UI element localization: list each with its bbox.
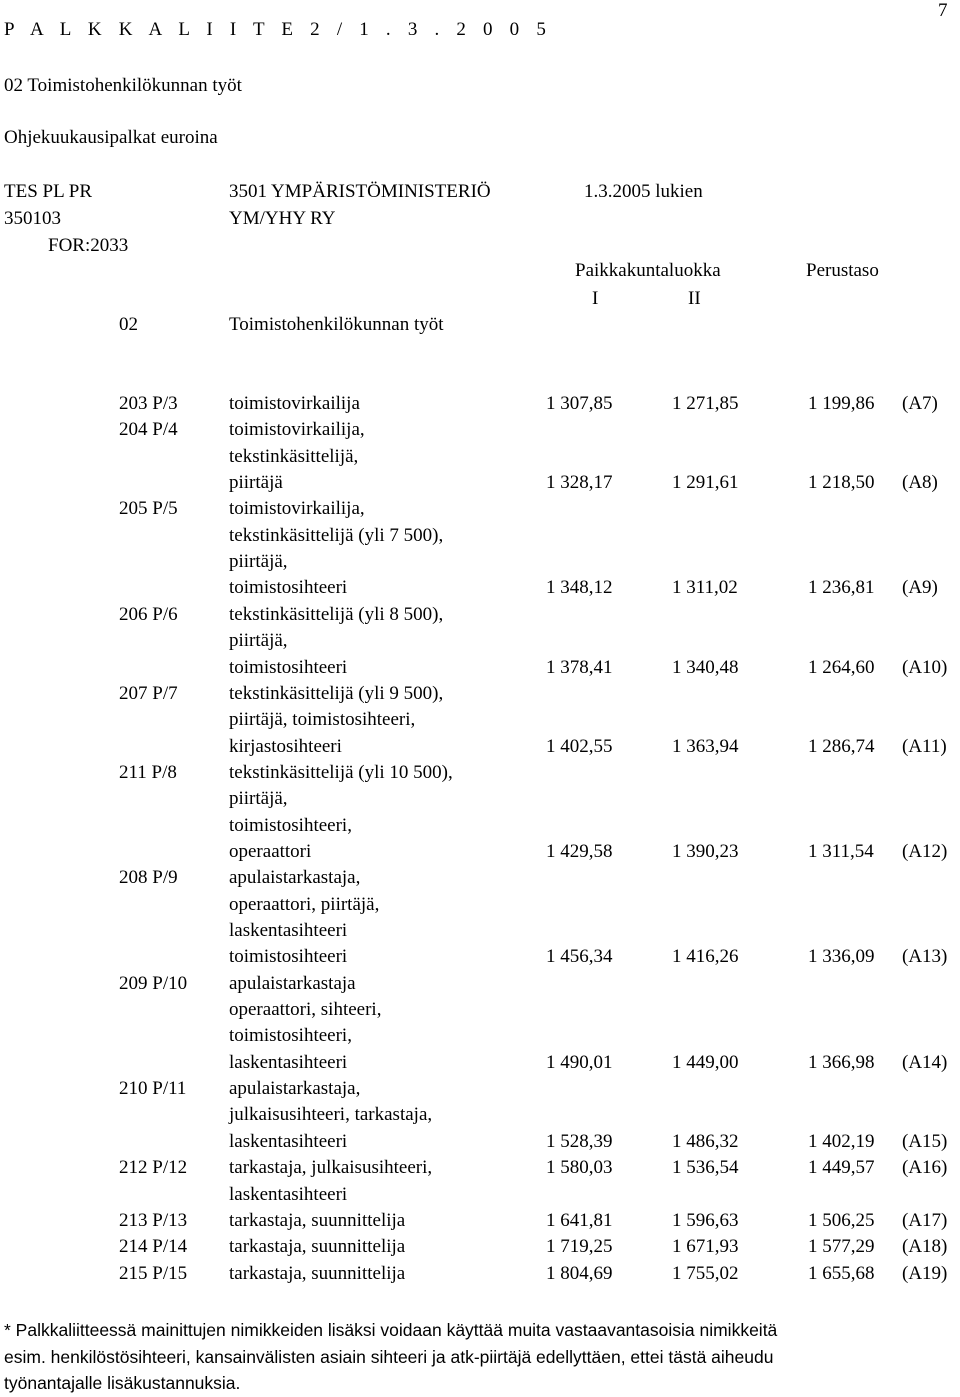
job-title-line: laskentasihteeri (229, 1051, 348, 1073)
salary-class-ii: 1 340,48 (672, 656, 739, 678)
salary-grade: (A12) (902, 840, 948, 862)
salary-class-i: 1 378,41 (546, 656, 613, 678)
salary-class-i: 1 641,81 (546, 1209, 613, 1231)
footnote (4, 1317, 954, 1397)
job-title-line: laskentasihteeri (229, 1130, 348, 1152)
row-code: 205 P/5 (119, 498, 178, 520)
column-header-locality: Paikkakuntaluokka (575, 260, 721, 281)
footnote-line: työnantajalle lisäkustannuksia. (4, 1373, 241, 1393)
job-title-line: toimistosihteeri, (229, 1025, 352, 1047)
document-subtitle: 02 Toimistohenkilökunnan työt (4, 75, 242, 96)
job-title-line: toimistovirkailija, (229, 419, 365, 441)
job-title-line: operaattori, sihteeri, (229, 999, 382, 1021)
job-title-line: tekstinkäsittelijä (yli 10 500), (229, 761, 453, 783)
job-title-line: toimistovirkailija (229, 393, 360, 414)
job-title-line: toimistosihteeri (229, 946, 348, 968)
salary-base: 1 199,86 (808, 393, 875, 414)
job-title-line: tarkastaja, suunnittelija (229, 1236, 406, 1258)
salary-class-i: 1 580,03 (546, 1157, 613, 1179)
salary-base: 1 577,29 (808, 1236, 875, 1258)
salary-grade: (A15) (902, 1130, 948, 1152)
section-number: 02 (119, 314, 138, 335)
job-title-line: tarkastaja, suunnittelija (229, 1262, 406, 1284)
agency-name: 3501 YMPÄRISTÖMINISTERIÖ (229, 181, 491, 202)
salary-base: 1 264,60 (808, 656, 875, 678)
row-code: 214 P/14 (119, 1236, 188, 1258)
job-title-line: kirjastosihteeri (229, 735, 342, 757)
job-title-line: apulaistarkastaja (229, 972, 356, 994)
salary-class-ii: 1 596,63 (672, 1209, 739, 1231)
job-title-line: toimistosihteeri (229, 656, 348, 678)
job-title-line: piirtäjä (229, 472, 283, 494)
salary-grade: (A9) (902, 577, 938, 599)
job-title-line: laskentasihteeri (229, 1183, 348, 1205)
salary-class-i: 1 490,01 (546, 1051, 613, 1073)
job-title-line: piirtäjä, toimistosihteeri, (229, 709, 416, 731)
page-header-title: P A L K K A L I I T E 2 / 1 . 3 . 2 0 0 5 (4, 19, 553, 40)
salary-grade: (A19) (902, 1262, 948, 1284)
section-name: Toimistohenkilökunnan työt (229, 314, 444, 335)
row-code: 210 P/11 (119, 1078, 187, 1100)
row-code: 215 P/15 (119, 1262, 188, 1284)
row-code: 211 P/8 (119, 761, 177, 783)
job-title-line: piirtäjä, (229, 630, 288, 652)
job-title-line: toimistosihteeri, (229, 814, 352, 836)
row-code: 206 P/6 (119, 603, 178, 625)
job-title-line: tekstinkäsittelijä (yli 9 500), (229, 682, 444, 704)
salary-class-i: 1 307,85 (546, 393, 613, 414)
job-title-line: tarkastaja, julkaisusihteeri, (229, 1157, 433, 1179)
salary-grade: (A13) (902, 946, 948, 968)
row-code: 213 P/13 (119, 1209, 188, 1231)
salary-class-ii: 1 755,02 (672, 1262, 739, 1284)
union-name: YM/YHY RY (229, 208, 336, 229)
salary-base: 1 286,74 (808, 735, 875, 757)
row-code: 209 P/10 (119, 972, 188, 994)
salary-base: 1 236,81 (808, 577, 875, 599)
row-code: 203 P/3 (119, 393, 178, 414)
salary-class-i: 1 719,25 (546, 1236, 613, 1258)
salary-grade: (A8) (902, 472, 938, 494)
job-title-line: operaattori, piirtäjä, (229, 893, 380, 915)
salary-class-i: 1 429,58 (546, 840, 613, 862)
salary-class-i: 1 348,12 (546, 577, 613, 599)
effective-date: 1.3.2005 lukien (584, 181, 703, 202)
salary-class-ii: 1 311,02 (672, 577, 738, 599)
salary-class-ii: 1 390,23 (672, 840, 739, 862)
salary-base: 1 311,54 (808, 840, 874, 862)
page-number: 7 (938, 0, 948, 21)
column-header-class-ii: II (688, 288, 701, 309)
salary-class-ii: 1 416,26 (672, 946, 739, 968)
row-code: 204 P/4 (119, 419, 178, 441)
salary-class-ii: 1 536,54 (672, 1157, 739, 1179)
salary-class-ii: 1 449,00 (672, 1051, 739, 1073)
job-title-line: toimistosihteeri (229, 577, 348, 599)
agency-code: 350103 (4, 208, 61, 229)
salary-class-ii: 1 291,61 (672, 472, 739, 494)
salary-class-ii: 1 486,32 (672, 1130, 739, 1152)
salary-grade: (A10) (902, 656, 948, 678)
salary-grade: (A14) (902, 1051, 948, 1073)
salary-base: 1 506,25 (808, 1209, 875, 1231)
job-title-line: piirtäjä, (229, 788, 288, 810)
footnote-line: esim. henkilöstösihteeri, kansainvälisten asiain sihteeri ja atk-piirtäjä edellyttäen, ettei tästä aiheudu (4, 1346, 774, 1367)
salary-class-i: 1 528,39 (546, 1130, 613, 1152)
job-title-line: tekstinkäsittelijä (yli 8 500), (229, 603, 444, 625)
job-title-line: tekstinkäsittelijä (yli 7 500), (229, 524, 444, 546)
for-code: FOR:2033 (48, 235, 129, 256)
salary-class-i: 1 456,34 (546, 946, 613, 968)
salary-grade: (A17) (902, 1209, 948, 1231)
salary-base: 1 218,50 (808, 472, 875, 494)
salary-class-ii: 1 271,85 (672, 393, 739, 414)
salary-base: 1 336,09 (808, 946, 875, 968)
job-title-line: laskentasihteeri (229, 920, 348, 941)
job-title-line: piirtäjä, (229, 551, 288, 573)
job-title-line: tekstinkäsittelijä, (229, 445, 359, 467)
row-code: 207 P/7 (119, 682, 178, 704)
job-title-line: tarkastaja, suunnittelija (229, 1209, 406, 1231)
document-description: Ohjekuukausipalkat euroina (4, 127, 218, 148)
salary-class-ii: 1 671,93 (672, 1236, 739, 1258)
salary-grade: (A16) (902, 1157, 948, 1179)
job-title-line: operaattori (229, 840, 312, 862)
row-code: 208 P/9 (119, 867, 178, 889)
job-title-line: julkaisusihteeri, tarkastaja, (229, 1104, 433, 1126)
column-header-base: Perustaso (806, 260, 879, 281)
salary-class-ii: 1 363,94 (672, 735, 739, 757)
footnote-line: * Palkkaliitteessä mainittujen nimikkeiden lisäksi voidaan käyttää muita vastaavantasoisia nimikkeitä (4, 1320, 778, 1340)
salary-class-i: 1 328,17 (546, 472, 613, 494)
salary-base: 1 402,19 (808, 1130, 875, 1152)
salary-base: 1 655,68 (808, 1262, 875, 1284)
row-code: 212 P/12 (119, 1157, 188, 1179)
salary-class-i: 1 804,69 (546, 1262, 613, 1284)
tes-pl-pr-label: TES PL PR (4, 181, 92, 202)
salary-grade: (A18) (902, 1236, 948, 1258)
salary-grade: (A7) (902, 393, 938, 414)
job-title-line: toimistovirkailija, (229, 498, 365, 520)
salary-base: 1 366,98 (808, 1051, 875, 1073)
salary-base: 1 449,57 (808, 1157, 875, 1179)
salary-grade: (A11) (902, 735, 947, 757)
job-title-line: apulaistarkastaja, (229, 1078, 361, 1100)
job-title-line: apulaistarkastaja, (229, 867, 361, 889)
column-header-class-i: I (592, 288, 599, 309)
salary-class-i: 1 402,55 (546, 735, 613, 757)
